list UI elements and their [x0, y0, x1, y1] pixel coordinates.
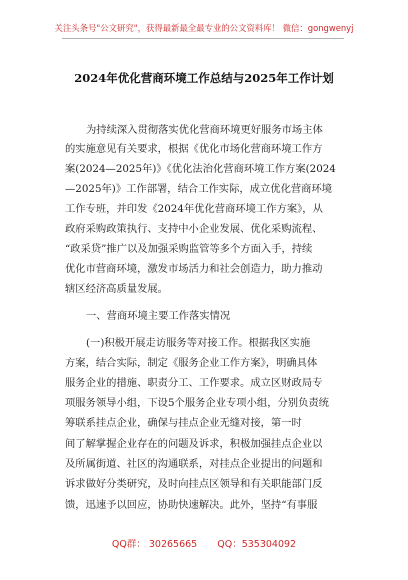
paragraph-line: (一)积极开展走访服务等对接工作。根据我区实施 [86, 337, 311, 349]
paragraph-line: 方案，结合实际，制定《服务企业工作方案》，明确具体 [65, 357, 318, 369]
footer-qq: QQ：535304092 [217, 539, 297, 550]
paragraph-line: 筹联系挂点企业，确保与挂点企业无缝对接，第一时 [65, 417, 302, 429]
document-title: 2024年优化营商环境工作总结与2025年工作计划 [74, 71, 334, 85]
footer-qq-group: QQ群： 30265665 [111, 539, 198, 550]
footer-contact [0, 536, 408, 550]
paragraph-line: 馈，迅速予以回应，协助快速解决。此外，坚持“有事服 [65, 499, 318, 511]
paragraph-line: 服务企业的措施、职责分工、工作要求。成立区财政局专 [65, 377, 323, 389]
paragraph-line: —2025年)》工作部署，结合工作实际，成立优化营商环境 [65, 183, 333, 195]
paragraph-line: 为持续深入贯彻落实优化营商环境更好服务市场主体 [86, 124, 323, 136]
header-divider [62, 38, 344, 39]
paragraph-line: 辖区经济高质量发展。 [65, 283, 168, 295]
paragraph-line: “政采贷”推广以及加强采购监管等多个方面入手，持续 [65, 243, 313, 255]
section-heading: 一、营商环境主要工作落实情况 [86, 310, 231, 322]
paragraph-line: 政府采购政策执行、支持中小企业发展、优化采购流程、 [65, 223, 323, 235]
paragraph-line: 项服务领导小组，下设5个服务企业专项小组，分别负责统 [65, 397, 329, 409]
paragraph-line: 诉求做好分类研究，及时向挂点区领导和有关职能部门反 [65, 478, 323, 490]
paragraph-line: 案(2024—2025年)》《优化法治化营商环境工作方案(2024 [65, 163, 336, 175]
header-banner: 关注头条号"公文研究"，获得最新最全最专业的公文资料库！ 微信：gongwenyj [54, 23, 354, 33]
paragraph-line: 的实施意见有关要求，根据《优化市场化营商环境工作方 [65, 143, 323, 155]
paragraph-line: 及所属街道、社区的沟通联系，对挂点企业提出的问题和 [65, 458, 323, 470]
paragraph-line: 间了解掌握企业存在的问题及诉求，积极加强挂点企业以 [65, 438, 323, 450]
paragraph-line: 工作专班，并印发《2024年优化营商环境工作方案》，从 [65, 203, 323, 215]
paragraph-line: 优化市营商环境，激发市场活力和社会创造力，助力推动 [65, 263, 323, 275]
